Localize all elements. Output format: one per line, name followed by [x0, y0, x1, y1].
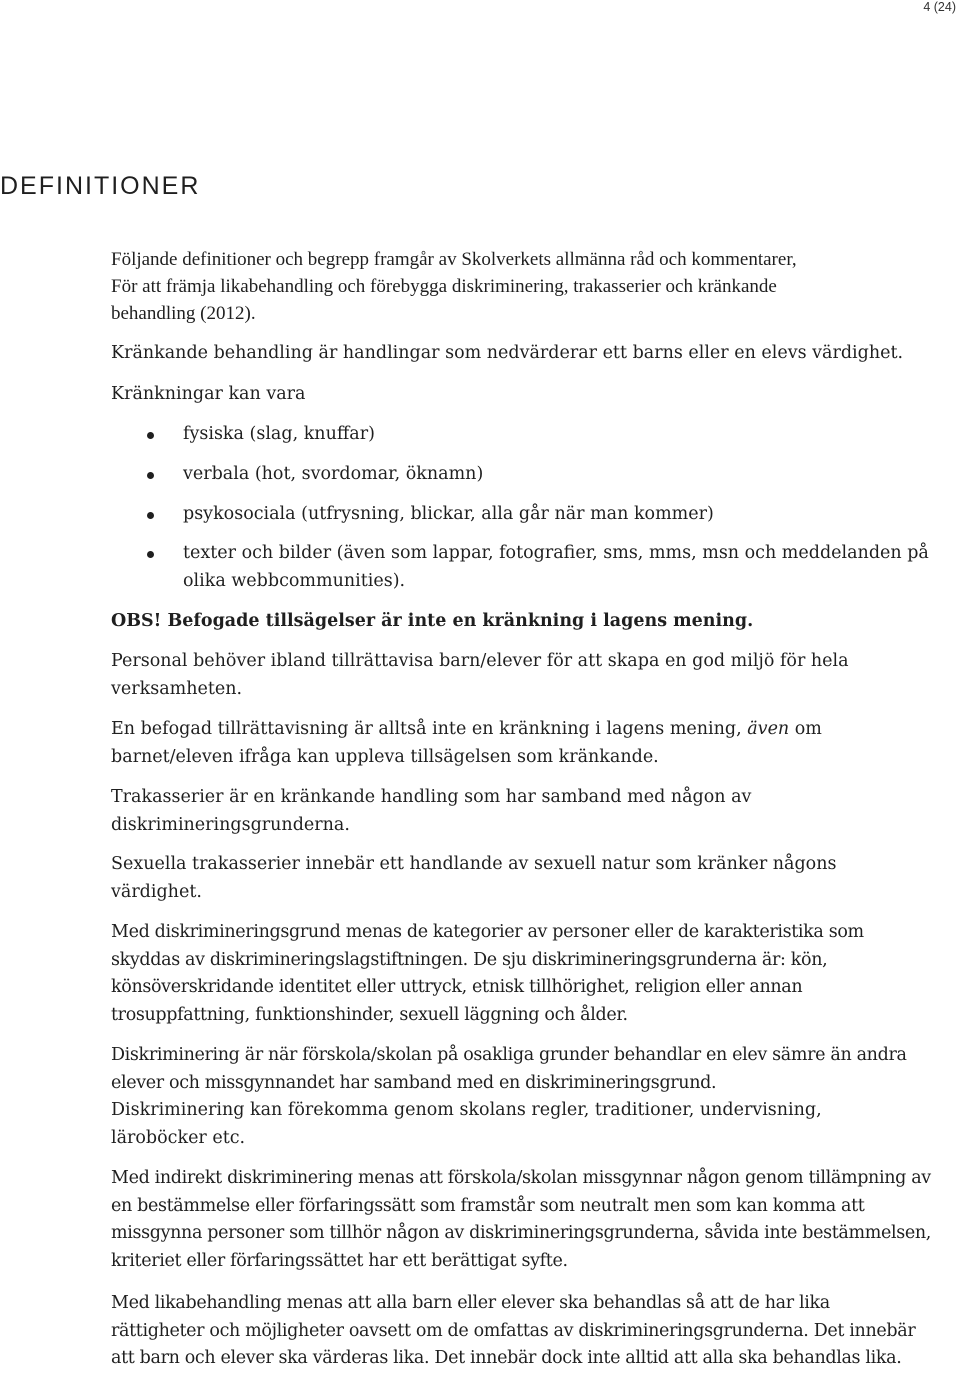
bullet-text: psykosociala (utfrysning, blickar, alla går när man kommer) [183, 504, 714, 524]
diskriminering-paragraph-2: Diskriminering kan förekomma genom skolans regler, traditioner, undervisning, läroböcker etc. [111, 1100, 822, 1148]
trakasserier-paragraph: Trakasserier är en kränkande handling som har samband med någon av diskrimineringsgrunderna. [111, 787, 752, 835]
bullet-dot-icon [147, 512, 154, 519]
bullet-text: fysiska (slag, knuffar) [183, 424, 375, 444]
diskrimineringsgrund-paragraph: Med diskrimineringsgrund menas de kategorier av personer eller de karakteristika som skyddas av diskrimineringslagstiftningen. De sju diskrimineringsgrunderna är: kön, könsöverskridande identitet eller uttryck, etnisk tillhörighet, religion eller annan trosuppfattning, funktionshinder, sexuell läggning och ålder. [111, 922, 864, 1025]
intro-line-3: behandling (2012). [111, 303, 256, 324]
bullet-dot-icon [147, 432, 154, 439]
bullet-item [111, 461, 931, 489]
bullet-text: verbala (hot, svordomar, öknamn) [183, 464, 484, 484]
befogad-emphasis: även [747, 719, 790, 739]
krankningar-lead: Kränkningar kan vara [111, 384, 306, 404]
befogad-text-after: om barnet/eleven ifråga kan uppleva tillsägelsen som kränkande. [111, 719, 822, 767]
krankande-definition: Kränkande behandling är handlingar som nedvärderar ett barns eller en elevs värdighet. [111, 343, 904, 363]
bullet-dot-icon [147, 472, 154, 479]
intro-line-1: Följande definitioner och begrepp framgår av Skolverkets allmänna råd och kommentarer, [111, 249, 797, 270]
bullet-text: texter och bilder (även som lappar, fotografier, sms, mms, msn och meddelanden på olika webbcommunities). [183, 543, 929, 591]
bullet-item [111, 421, 931, 449]
befogad-paragraph [111, 716, 911, 771]
page-number: 4 (24) [923, 0, 956, 14]
diskriminering-paragraph-1: Diskriminering är när förskola/skolan på osakliga grunder behandlar en elev sämre än andra elever och missgynnandet har samband med en diskrimineringsgrund. [111, 1045, 907, 1093]
bullet-item [111, 501, 931, 529]
bullet-item [111, 540, 931, 595]
bullet-dot-icon [147, 551, 154, 558]
section-heading: DEFINITIONER [0, 172, 201, 200]
intro-line-2: För att främja likabehandling och förebygga diskriminering, trakasserier och kränkande [111, 276, 777, 297]
obs-statement: OBS! Befogade tillsägelser är inte en kränkning i lagens mening. [111, 611, 754, 631]
likabehandling-paragraph: Med likabehandling menas att alla barn eller elever ska behandlas så att de har lika rättigheter och möjligheter oavsett om de omfattas av diskrimineringsgrunderna. Det innebär att barn och elever ska värderas lika. Det innebär dock inte alltid att alla ska behandlas lika. [111, 1293, 916, 1368]
personal-paragraph: Personal behöver ibland tillrättavisa barn/elever för att skapa en god miljö för hela verksamheten. [111, 651, 849, 699]
indirekt-diskriminering-paragraph: Med indirekt diskriminering menas att förskola/skolan missgynnar någon genom tillämpning av en bestämmelse eller förfaringssätt som framstår som neutralt men som kan komma att missgynna personer som tillhör någon av diskrimineringsgrunderna, såvida inte bestämmelsen, kriteriet eller förfaringssättet har ett berättigat syfte. [111, 1168, 931, 1271]
sexuella-trakasserier-paragraph: Sexuella trakasserier innebär ett handlande av sexuell natur som kränker någons värdighet. [111, 854, 837, 902]
befogad-text-before: En befogad tillrättavisning är alltså inte en kränkning i lagens mening, [111, 719, 748, 739]
